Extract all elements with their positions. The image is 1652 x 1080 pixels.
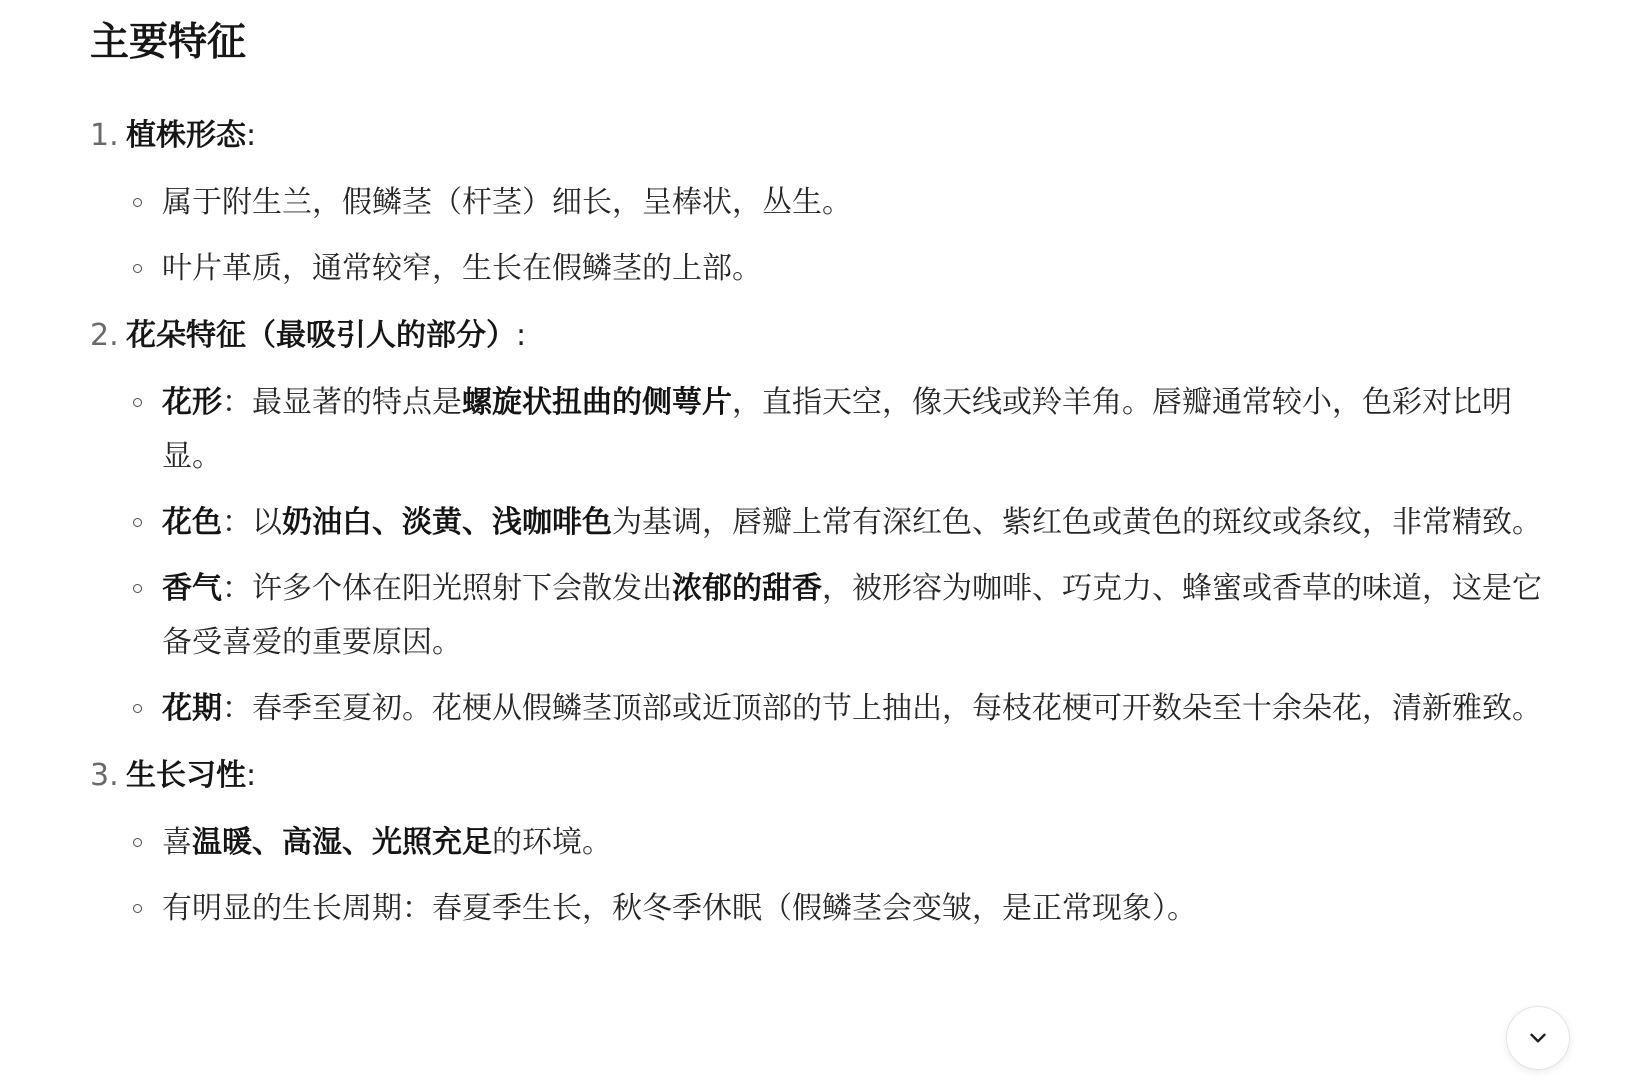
list-number: 1. xyxy=(90,118,119,153)
body-text: ：最显著的特点是 xyxy=(222,385,462,420)
body-text: 的环境。 xyxy=(492,825,612,860)
emphasis-text: 香气 xyxy=(162,571,222,606)
body-text: 为基调，唇瓣上常有深红色、紫红色或黄色的斑纹或条纹，非常精致。 xyxy=(612,505,1542,540)
message-content xyxy=(90,18,1550,948)
feature-sublist xyxy=(126,376,1550,736)
list-item xyxy=(126,562,1568,670)
emphasis-text: 花色 xyxy=(162,505,222,540)
list-number: 3. xyxy=(90,758,119,793)
list-item xyxy=(126,496,1568,550)
section-heading: 主要特征 xyxy=(90,20,247,65)
section-title-colon: : xyxy=(246,118,257,153)
scroll-to-bottom-button[interactable] xyxy=(1506,1006,1570,1070)
body-text: ：以 xyxy=(222,505,282,540)
section-title-colon: : xyxy=(246,758,257,793)
section-title-colon: : xyxy=(516,318,527,353)
section-title-text: 生长习性 xyxy=(126,758,246,793)
body-text: 喜 xyxy=(162,825,192,860)
feature-section xyxy=(90,308,1550,736)
bullet-circle-icon xyxy=(133,264,142,273)
feature-sublist xyxy=(126,816,1550,936)
section-title xyxy=(126,748,1550,804)
bullet-circle-icon xyxy=(133,838,142,847)
bullet-circle-icon xyxy=(133,518,142,527)
list-item xyxy=(126,816,1568,870)
emphasis-text: 花形 xyxy=(162,385,222,420)
feature-section xyxy=(90,108,1550,296)
list-item xyxy=(126,682,1568,736)
emphasis-text: 浓郁的甜香 xyxy=(672,571,822,606)
feature-section xyxy=(90,748,1550,936)
emphasis-text: 花期 xyxy=(162,691,222,726)
list-number: 2. xyxy=(90,318,119,353)
body-text: ，直指天空，像天线或羚羊角。唇瓣通常较小，色彩对比明显。 xyxy=(162,385,1512,474)
list-item xyxy=(126,882,1568,936)
section-title-text: 植株形态 xyxy=(126,118,246,153)
bullet-circle-icon xyxy=(133,198,142,207)
bullet-circle-icon xyxy=(133,704,142,713)
bullet-circle-icon xyxy=(133,904,142,913)
emphasis-text: 螺旋状扭曲的侧萼片 xyxy=(462,385,732,420)
section-title-text: 花朵特征（最吸引人的部分） xyxy=(126,318,516,353)
features-list xyxy=(90,108,1550,936)
list-item xyxy=(126,242,1568,296)
bullet-circle-icon xyxy=(133,398,142,407)
body-text: ，被形容为咖啡、巧克力、蜂蜜或香草的味道，这是它备受喜爱的重要原因。 xyxy=(162,571,1542,660)
list-item xyxy=(126,376,1568,484)
body-text: ：春季至夏初。花梗从假鳞茎顶部或近顶部的节上抽出，每枝花梗可开数朵至十余朵花，清新雅致。 xyxy=(222,691,1542,726)
feature-sublist xyxy=(126,176,1550,296)
list-item xyxy=(126,176,1568,230)
section-title xyxy=(126,108,1550,164)
bullet-circle-icon xyxy=(133,584,142,593)
chevron-down-icon xyxy=(1525,1025,1551,1051)
body-text: 叶片革质，通常较窄，生长在假鳞茎的上部。 xyxy=(162,251,762,286)
emphasis-text: 温暖、高湿、光照充足 xyxy=(192,825,492,860)
body-text: ：许多个体在阳光照射下会散发出 xyxy=(222,571,672,606)
section-title xyxy=(126,308,1550,364)
emphasis-text: 奶油白、淡黄、浅咖啡色 xyxy=(282,505,612,540)
body-text: 属于附生兰，假鳞茎（杆茎）细长，呈棒状，丛生。 xyxy=(162,185,852,220)
body-text: 有明显的生长周期：春夏季生长，秋冬季休眠（假鳞茎会变皱，是正常现象）。 xyxy=(162,891,1197,926)
